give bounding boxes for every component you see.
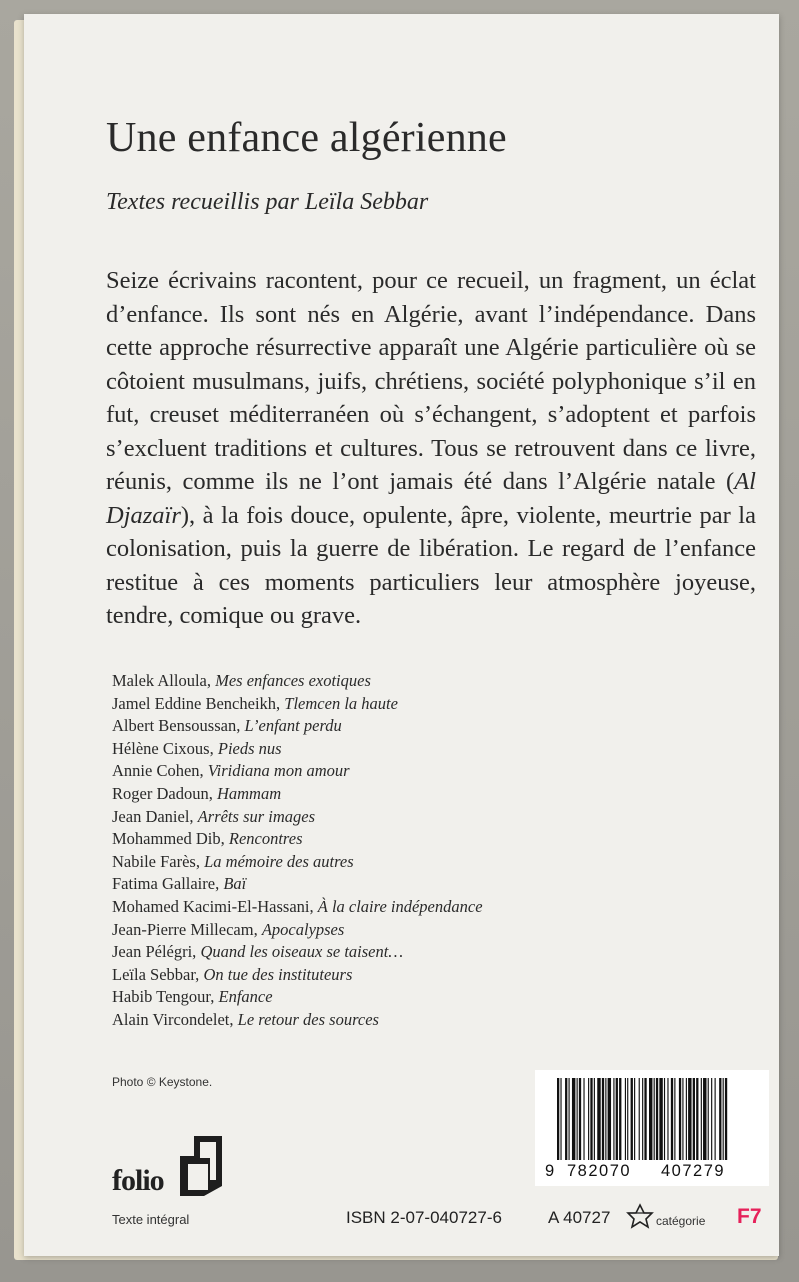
barcode-bar: [664, 1078, 665, 1160]
contents-item: [112, 760, 712, 783]
blurb-text: [106, 264, 756, 633]
barcode-bar: [696, 1078, 698, 1160]
barcode-bar: [557, 1078, 559, 1160]
barcode-bar: [725, 1078, 727, 1160]
barcode-bars: [557, 1078, 759, 1160]
contents-item: [112, 986, 712, 1009]
barcode-bar: [701, 1078, 702, 1160]
barcode-bar: [613, 1078, 614, 1160]
contents-work: Quand les oiseaux se taisent…: [200, 942, 403, 962]
contents-item: [112, 806, 712, 829]
contents-work: Hammam: [216, 783, 282, 803]
barcode-bar: [631, 1078, 633, 1160]
barcode-bar: [693, 1078, 695, 1160]
contents-item: [112, 670, 712, 693]
edition-label: Texte intégral: [112, 1212, 190, 1227]
barcode-bar: [608, 1078, 611, 1160]
barcode-bar: [602, 1078, 604, 1160]
barcode-bar: [565, 1078, 567, 1160]
barcode-bar: [667, 1078, 668, 1160]
barcode-first-digit: 9: [545, 1162, 556, 1180]
book-back-cover: [24, 14, 779, 1256]
folio-logo: [112, 1134, 242, 1204]
contents-author: Jean Pélégri,: [112, 942, 201, 962]
barcode-bar: [654, 1078, 655, 1160]
contents-author: Hélène Cixous,: [112, 738, 218, 758]
barcode-bar: [682, 1078, 683, 1160]
barcode-bar: [577, 1078, 578, 1160]
contents-work: À la claire indépendance: [317, 896, 483, 916]
contents-work: Tlemcen la haute: [284, 693, 398, 713]
barcode-bar: [679, 1078, 681, 1160]
barcode-bar: [649, 1078, 652, 1160]
contents-author: Jean Daniel,: [112, 806, 198, 826]
blurb-italic: Al Djazaïr: [106, 468, 756, 529]
contents-author: Mohammed Dib,: [112, 829, 229, 849]
contents-author: Fatima Gallaire,: [112, 874, 224, 894]
contents-author: Malek Alloula,: [112, 671, 216, 690]
isbn: ISBN 2-07-040727-6: [346, 1208, 502, 1227]
barcode-bar: [671, 1078, 673, 1160]
contents-item: [112, 1009, 712, 1032]
contents-item: [112, 693, 712, 716]
barcode-bar: [594, 1078, 595, 1160]
contents-list: [112, 670, 712, 1032]
barcode-bar: [659, 1078, 662, 1160]
contents-work: Viridiana mon amour: [207, 761, 350, 781]
barcode-bar: [723, 1078, 724, 1160]
barcode-bar: [597, 1078, 600, 1160]
contents-author: Alain Vircondelet,: [112, 1009, 238, 1029]
contents-author: Mohamed Kacimi-El-Hassani,: [112, 896, 318, 916]
barcode-bar: [686, 1078, 687, 1160]
barcode-bar: [590, 1078, 592, 1160]
barcode-bar: [619, 1078, 621, 1160]
contents-item: [112, 964, 712, 987]
contents-author: Leïla Sebbar,: [112, 964, 204, 984]
contents-item: [112, 738, 712, 761]
contents-work: On tue des instituteurs: [203, 964, 353, 984]
contents-item: [112, 851, 712, 874]
barcode-bar: [719, 1078, 721, 1160]
contents-author: Jamel Eddine Bencheikh,: [112, 693, 285, 713]
photo-credit: Photo © Keystone.: [112, 1075, 213, 1089]
contents-work: Apocalypses: [261, 919, 345, 939]
barcode-group-2: 407279: [661, 1162, 726, 1180]
contents-work: Baï: [223, 874, 247, 894]
contents-author: Nabile Farès,: [112, 851, 205, 871]
barcode-bar: [579, 1078, 581, 1160]
barcode-bar: [688, 1078, 691, 1160]
barcode-bar: [644, 1078, 646, 1160]
barcode-bar: [703, 1078, 706, 1160]
blurb-part-1: Seize écrivains racontent, pour ce recueil, un fragment, un éclat d’enfance. Ils sont nés en Algérie, avant l’indépendance. Dans cette approche résurrective apparaît une Algérie particulière où se côtoient musulmans, juifs, chrétiens, société polyphonique s’il en fut, creuset méditerranéen où s’échangent, s’adoptent et parfois s’excluent traditions et cultures. Tous se retrouvent dans ce livre, réunis, comme ils ne l’ont jamais été dans l’Algérie natale (: [106, 267, 756, 495]
contents-work: Rencontres: [228, 829, 303, 849]
barcode-bar: [616, 1078, 618, 1160]
barcode-bar: [588, 1078, 589, 1160]
barcode-bar: [634, 1078, 635, 1160]
barcode-bar: [625, 1078, 626, 1160]
category-label: catégorie: [656, 1214, 706, 1228]
contents-work: Pieds nus: [217, 738, 282, 758]
barcode-bar: [708, 1078, 709, 1160]
barcode-bar: [656, 1078, 658, 1160]
barcode-bar: [583, 1078, 584, 1160]
contents-author: Albert Bensoussan,: [112, 716, 245, 736]
barcode-bar: [572, 1078, 575, 1160]
contents-work: La mémoire des autres: [204, 851, 354, 871]
contents-item: [112, 873, 712, 896]
barcode-bar: [642, 1078, 643, 1160]
contents-author: Jean-Pierre Millecam,: [112, 919, 262, 939]
barcode-bar: [627, 1078, 628, 1160]
contents-work: Mes enfances exotiques: [215, 671, 371, 690]
contents-work: Enfance: [218, 987, 273, 1007]
barcode-bar: [674, 1078, 675, 1160]
barcode-bar: [639, 1078, 640, 1160]
contents-work: L’enfant perdu: [244, 716, 342, 736]
contents-author: Annie Cohen,: [112, 761, 208, 781]
book-subtitle: Textes recueillis par Leïla Sebbar: [106, 189, 429, 215]
contents-item: [112, 783, 712, 806]
barcode: [535, 1070, 769, 1186]
barcode-bar: [560, 1078, 561, 1160]
folio-logo-mark: [178, 1134, 224, 1198]
book-title: Une enfance algérienne: [106, 115, 507, 161]
contents-item: [112, 941, 712, 964]
blurb-part-2: ), à la fois douce, opulente, âpre, violente, meurtrie par la colonisation, puis la guerre de libération. Le regard de l’enfance restitue à ces moments particuliers leur atmosphère joyeuse, tendre, comique ou grave.: [106, 501, 756, 629]
contents-item: [112, 919, 712, 942]
contents-work: Le retour des sources: [237, 1009, 379, 1029]
barcode-group-1: 782070: [567, 1162, 632, 1180]
barcode-bar: [715, 1078, 716, 1160]
contents-item: [112, 828, 712, 851]
barcode-bar: [605, 1078, 606, 1160]
folio-logo-text: folio: [112, 1164, 164, 1197]
category-value: F7: [737, 1205, 762, 1228]
product-code: A 40727: [548, 1208, 611, 1227]
contents-item: [112, 896, 712, 919]
publisher-emblem-icon: [626, 1202, 654, 1230]
barcode-bar: [569, 1078, 570, 1160]
contents-work: Arrêts sur images: [197, 806, 316, 826]
contents-item: [112, 715, 712, 738]
contents-author: Roger Dadoun,: [112, 783, 217, 803]
contents-author: Habib Tengour,: [112, 987, 219, 1007]
barcode-bar: [711, 1078, 712, 1160]
